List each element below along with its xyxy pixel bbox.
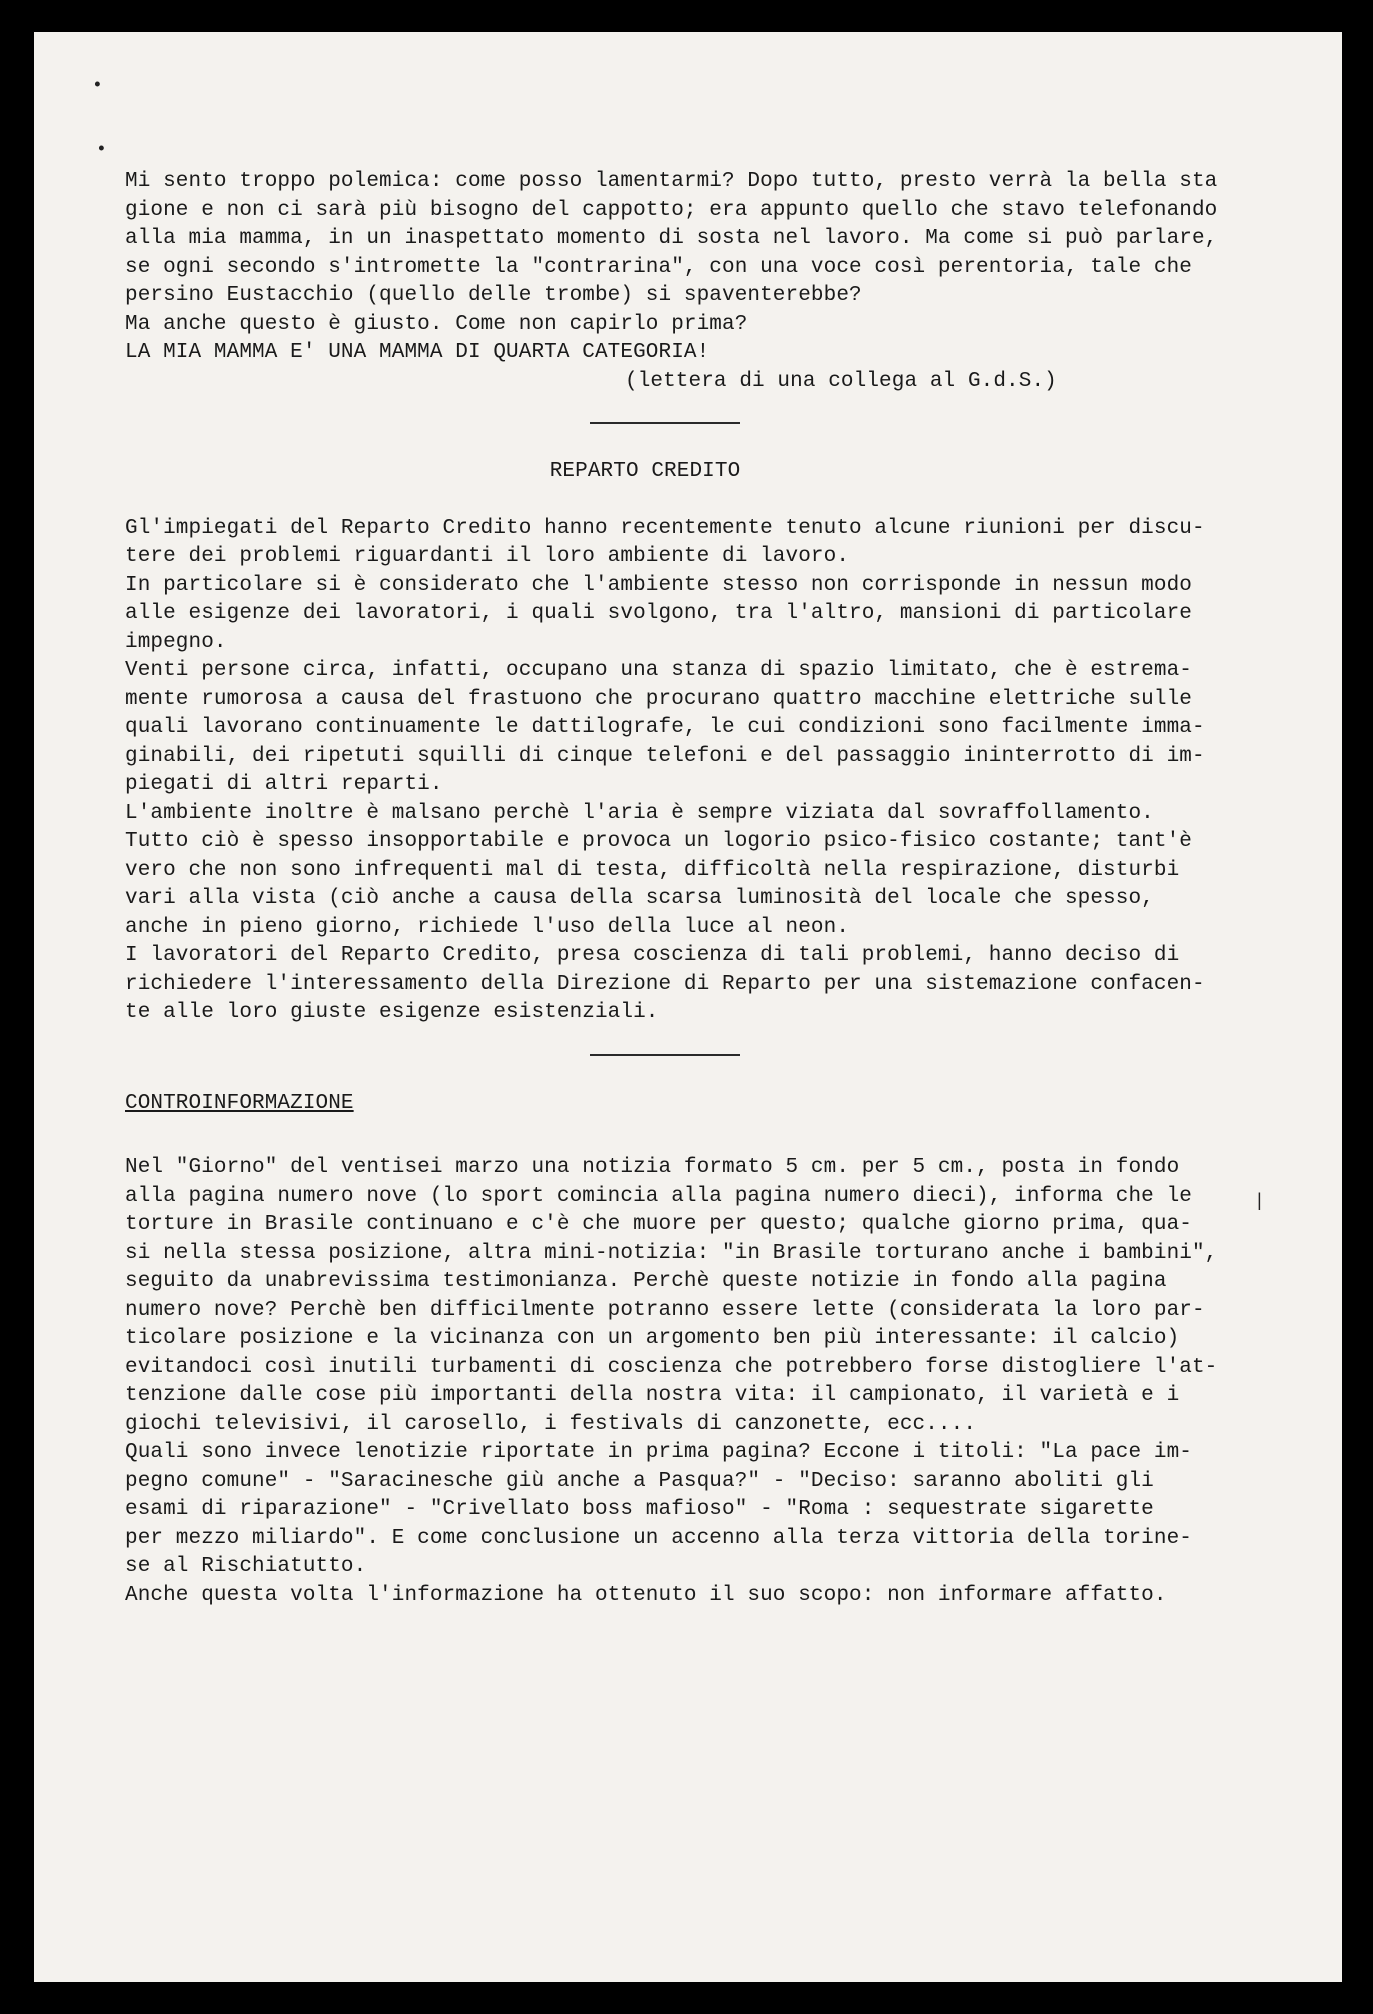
paragraph-line: Tutto ciò è spesso insopportabile e provoca un logorio psico-fisico costante; tant'è [125,830,1192,853]
paragraph-line: tere dei problemi riguardanti il loro ambiente di lavoro. [125,545,850,568]
paragraph-line: I lavoratori del Reparto Credito, presa coscienza di tali problemi, hanno deciso di [125,944,1180,967]
paragraph-line: In particolare si è considerato che l'ambiente stesso non corrisponde in nessun modo [125,573,1192,597]
section-divider [590,1054,740,1056]
ink-mark: • [92,76,103,96]
section-heading: REPARTO CREDITO [549,460,741,483]
paragraph-line: Venti persone circa, infatti, occupano una stanza di spazio limitato, che è estrema- [125,659,1192,682]
paragraph-line: piegati di altri reparti. [125,773,443,796]
paragraph-line: te alle loro giuste esigenze esistenziali. [125,1001,659,1024]
paragraph-line: seguito da unabrevissima testimonianza. Perchè queste notizie in fondo alla pagina [125,1270,1167,1293]
paragraph-line: alla pagina numero nove (lo sport comincia alla pagina numero dieci), informa che le [125,1184,1192,1208]
controinformazione-section [125,1090,1305,1611]
paragraph-line: Nel "Giorno" del ventisei marzo una notizia formato 5 cm. per 5 cm., posta in fondo [125,1156,1180,1179]
letter-line: se ogni secondo s'intromette la "contrarina", con una voce così perentoria, tale che [125,255,1192,279]
ink-mark: | [1254,1192,1265,1212]
document-page [34,32,1342,1982]
paragraph-line: L'ambiente inoltre è malsano perchè l'aria è sempre viziata dal sovraffollamento. [125,801,1154,825]
paragraph-line: si nella stessa posizione, altra mini-notizia: "in Brasile torturano anche i bambini", [125,1241,1218,1265]
paragraph-line: torture in Brasile continuano e c'è che muore per questo; qualche giorno prima, qua- [125,1213,1192,1236]
paragraph-line: Quali sono invece lenotizie riportate in prima pagina? Eccone i titoli: "La pace im- [125,1441,1192,1464]
paragraph-line: numero nove? Perchè ben difficilmente potranno essere lette (considerata la loro par- [125,1298,1205,1322]
letter-line: Ma anche questo è giusto. Come non capirlo prima? [125,312,748,336]
paragraph-line: impegno. [125,630,227,654]
paragraph-line: Anche questa volta l'informazione ha ottenuto il suo scopo: non informare affatto. [125,1583,1167,1607]
paragraph-line: alle esigenze dei lavoratori, i quali svolgono, tra l'altro, mansioni di particolare [125,602,1192,625]
letter-line: Mi sento troppo polemica: come posso lamentarmi? Dopo tutto, presto verrà la bella sta [125,170,1218,193]
spacer [125,1146,1305,1154]
paragraph-line: anche in pieno giorno, richiede l'uso della luce al neon. [125,915,850,939]
letter-section [125,168,1305,396]
letter-line: alla mia mamma, in un inaspettato momento di sosta nel lavoro. Ma come si può parlare, [125,227,1218,250]
section-divider [590,422,740,424]
paragraph-line: vari alla vista (ciò anche a causa della scarsa luminosità del locale che spesso, [125,887,1154,910]
paragraph-line: richiedere l'interessamento della Direzione di Reparto per una sistemazione confacen- [125,972,1205,996]
paragraph-line: giochi televisivi, il carosello, i festivals di canzonette, ecc.... [125,1412,977,1436]
paragraph-line: ticolare posizione e la vicinanza con un argomento ben più interessante: il calcio) [125,1327,1180,1350]
ink-mark: • [96,140,107,160]
paragraph-line: tenzione dalle cose più importanti della nostra vita: il campionato, il varietà e i [125,1384,1180,1407]
paragraph-line: pegno comune" - "Saracinesche giù anche a Pasqua?" - "Deciso: saranno aboliti gli [125,1469,1154,1493]
section-heading-text: CONTROINFORMAZIONE [125,1091,354,1115]
paragraph-line: esami di riparazione" - "Crivellato boss mafioso" - "Roma : sequestrate sigarette [125,1498,1154,1521]
paragraph-line: vero che non sono infrequenti mal di testa, difficoltà nella respirazione, disturbi [125,858,1180,882]
reparto-credito-section [125,458,1305,1028]
document-body [125,168,1305,1610]
letter-line: persino Eustacchio (quello delle trombe) si spaventerebbe? [125,284,862,307]
paragraph-line: mente rumorosa a causa del frastuono che procurano quattro macchine elettriche sulle [125,687,1192,711]
paragraph-line: quali lavorano continuamente le dattilografe, le cui condizioni sono facilmente imma- [125,716,1205,739]
paragraph-line: Gl'impiegati del Reparto Credito hanno recentemente tenuto alcune riunioni per discu- [125,516,1205,540]
paragraph-line: ginabili, dei ripetuti squilli di cinque telefoni e del passaggio ininterrotto di im- [125,744,1205,768]
section-heading [125,1090,1305,1119]
letter-line: gione e non ci sarà più bisogno del cappotto; era appunto quello che stavo telefonando [125,198,1218,222]
paragraph-line: per mezzo miliardo". E come conclusione un accenno alla terza vittoria della torine- [125,1526,1192,1550]
paragraph-line: se al Rischiatutto. [125,1555,367,1578]
letter-signature: (lettera di una collega al G.d.S.) [625,369,1057,393]
paragraph-line: evitandoci così inutili turbamenti di coscienza che potrebbero forse distogliere l'at- [125,1355,1218,1379]
letter-line: LA MIA MAMMA E' UNA MAMMA DI QUARTA CATEGORIA! [125,341,710,364]
